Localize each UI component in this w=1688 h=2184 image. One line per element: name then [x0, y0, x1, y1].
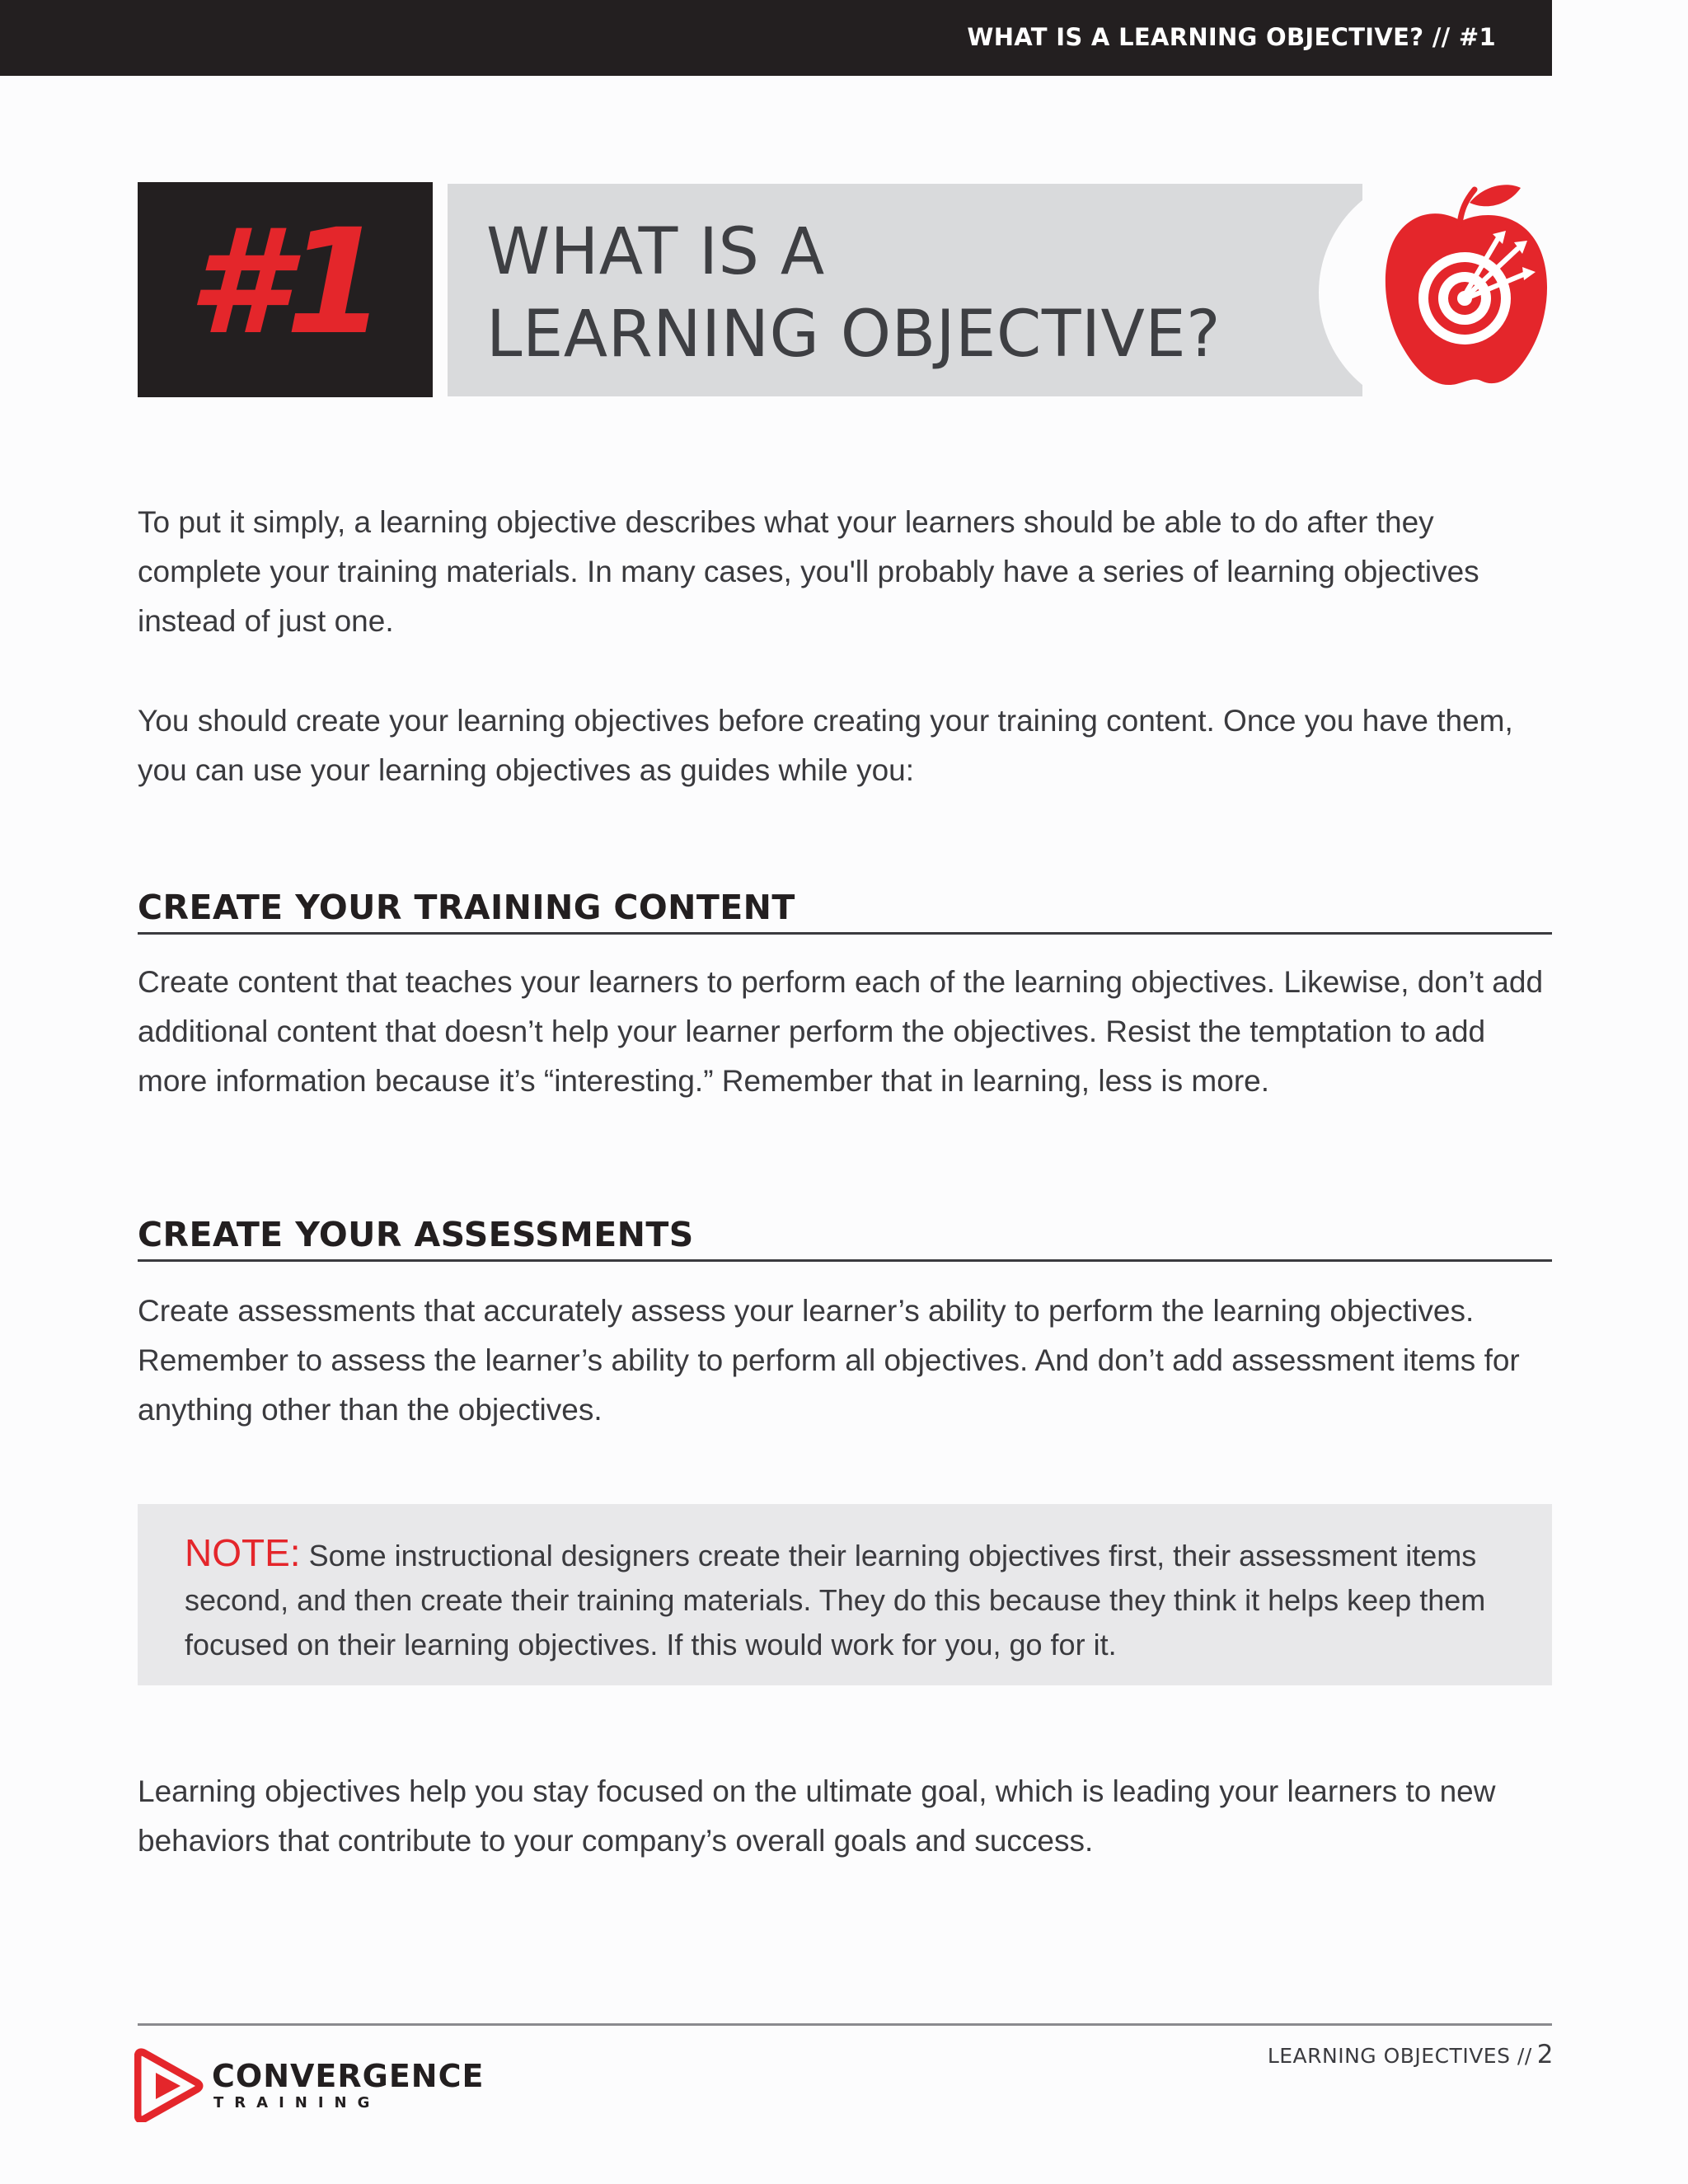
note-text — [185, 1530, 1528, 1667]
page-number: 2 — [1536, 2040, 1554, 2069]
subsection-heading-assessments: CREATE YOUR ASSESSMENTS — [138, 1215, 1552, 1262]
section-title — [486, 211, 1311, 376]
play-logo-icon — [134, 2048, 204, 2122]
footer-rule — [138, 2023, 1552, 2026]
closing-paragraph: Learning objectives help you stay focused on the ultimate goal, which is leading your learners to new behaviors that contribute to your company’s overall goals and success. — [138, 1774, 1496, 1858]
convergence-training-logo — [134, 2048, 485, 2122]
subsection-heading-training-content: CREATE YOUR TRAINING CONTENT — [138, 888, 1552, 935]
section-number: #1 — [187, 198, 383, 367]
intro-paragraph-1: To put it simply, a learning objective describes what your learners should be able to do after they complete your training materials. In many cases, you'll probably have a series of learning objectives instead of just one. — [138, 505, 1479, 638]
footer-doc-label — [1268, 2040, 1554, 2069]
subsection-body-training-content: Create content that teaches your learners to perform each of the learning objectives. Likewise, don’t add additional content that doesn’t help your learner perform the objectives. Resist the temptation to add more information because it’s “interesting.” Remember that in learning, less is more. — [138, 965, 1544, 1098]
section-number-box — [138, 182, 433, 397]
apple-target-icon — [1315, 173, 1562, 412]
section-title-line-1: WHAT IS A — [486, 215, 825, 289]
brand-subtitle: TRAINING — [213, 2094, 381, 2111]
section-title-line-2: LEARNING OBJECTIVE? — [486, 298, 1221, 372]
note-box — [138, 1504, 1552, 1685]
brand-name: CONVERGENCE — [212, 2058, 485, 2094]
note-body: Some instructional designers create their learning objectives first, their assessment items second, and then create their training materials. They do this because they think it helps keep them focused on their learning objectives. If this would work for you, go for it. — [185, 1539, 1486, 1661]
intro-paragraph-2: You should create your learning objectives before creating your training content. Once you have them, you can use your learning objectives as guides while you: — [138, 704, 1513, 787]
top-header-bar — [0, 0, 1552, 76]
running-title: WHAT IS A LEARNING OBJECTIVE? // #1 — [967, 23, 1496, 51]
subsection-body-assessments: Create assessments that accurately assess your learner’s ability to perform the learning objectives. Remember to assess the learner’s ability to perform all objectives. And don’t add assessment items for anything other than the objectives. — [138, 1294, 1520, 1427]
note-label: NOTE: — [185, 1531, 301, 1574]
footer-doc-title: LEARNING OBJECTIVES // — [1267, 2044, 1532, 2068]
